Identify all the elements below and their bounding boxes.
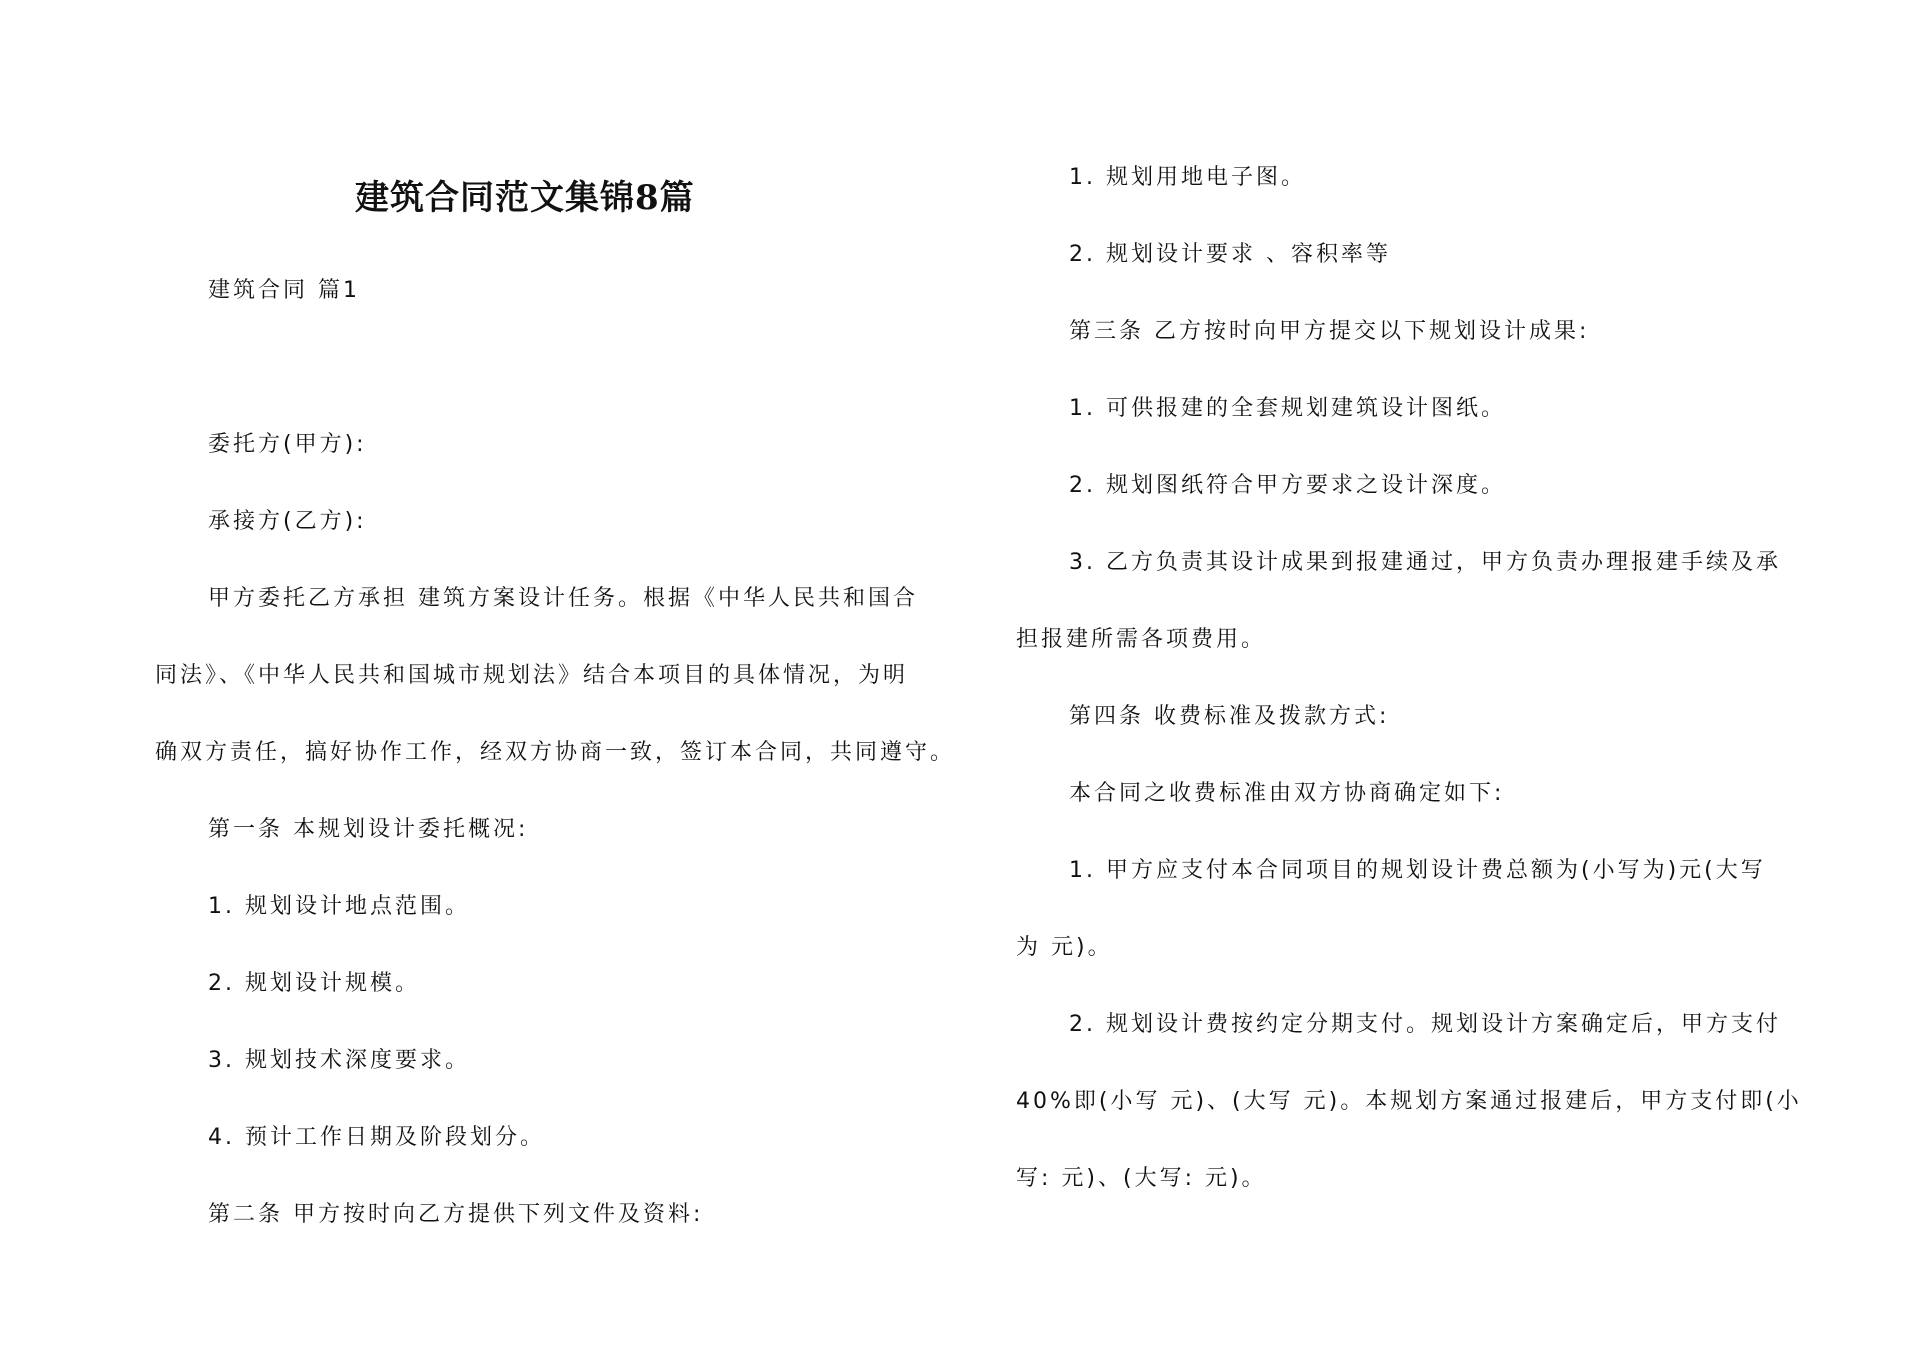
- paragraph-line: 确双方责任，搞好协作工作，经双方协商一致，签订本合同，共同遵守。: [155, 740, 956, 765]
- list-item: 4. 预计工作日期及阶段划分。: [208, 1125, 545, 1150]
- list-item: 1. 规划设计地点范围。: [208, 894, 470, 919]
- document-title: 建筑合同范文集锦8篇: [355, 178, 695, 218]
- paragraph-line: 担报建所需各项费用。: [1016, 627, 1267, 652]
- list-item: 1. 甲方应支付本合同项目的规划设计费总额为(小写为)元(大写: [1069, 858, 1766, 883]
- paragraph-line: 40%即(小写 元)、(大写 元)。本规划方案通过报建后，甲方支付即(小: [1016, 1089, 1802, 1114]
- list-item: 2. 规划设计规模。: [208, 971, 420, 996]
- list-item: 2. 规划设计费按约定分期支付。规划设计方案确定后，甲方支付: [1069, 1012, 1781, 1037]
- paragraph-line: 同法》、《中华人民共和国城市规划法》结合本项目的具体情况，为明: [155, 663, 909, 688]
- article-heading: 第三条 乙方按时向甲方提交以下规划设计成果:: [1069, 319, 1590, 344]
- list-item: 2. 规划设计要求 、容积率等: [1069, 242, 1391, 267]
- paragraph-line: 写: 元)、(大写: 元)。: [1016, 1166, 1267, 1191]
- list-item: 2. 规划图纸符合甲方要求之设计深度。: [1069, 473, 1506, 498]
- paragraph-line: 为 元)。: [1016, 935, 1113, 960]
- paragraph-line: 甲方委托乙方承担 建筑方案设计任务。根据《中华人民共和国合: [208, 586, 918, 611]
- section-heading: 建筑合同 篇1: [208, 278, 360, 303]
- list-item: 3. 规划技术深度要求。: [208, 1048, 470, 1073]
- article-heading: 第四条 收费标准及拨款方式:: [1069, 704, 1390, 729]
- party-a-line: 委托方(甲方):: [208, 432, 367, 457]
- paragraph-line: 本合同之收费标准由双方协商确定如下:: [1069, 781, 1505, 806]
- list-item: 3. 乙方负责其设计成果到报建通过，甲方负责办理报建手续及承: [1069, 550, 1781, 575]
- article-heading: 第一条 本规划设计委托概况:: [208, 817, 529, 842]
- party-b-line: 承接方(乙方):: [208, 509, 367, 534]
- article-heading: 第二条 甲方按时向乙方提供下列文件及资料:: [208, 1202, 704, 1227]
- list-item: 1. 可供报建的全套规划建筑设计图纸。: [1069, 396, 1506, 421]
- list-item: 1. 规划用地电子图。: [1069, 165, 1306, 190]
